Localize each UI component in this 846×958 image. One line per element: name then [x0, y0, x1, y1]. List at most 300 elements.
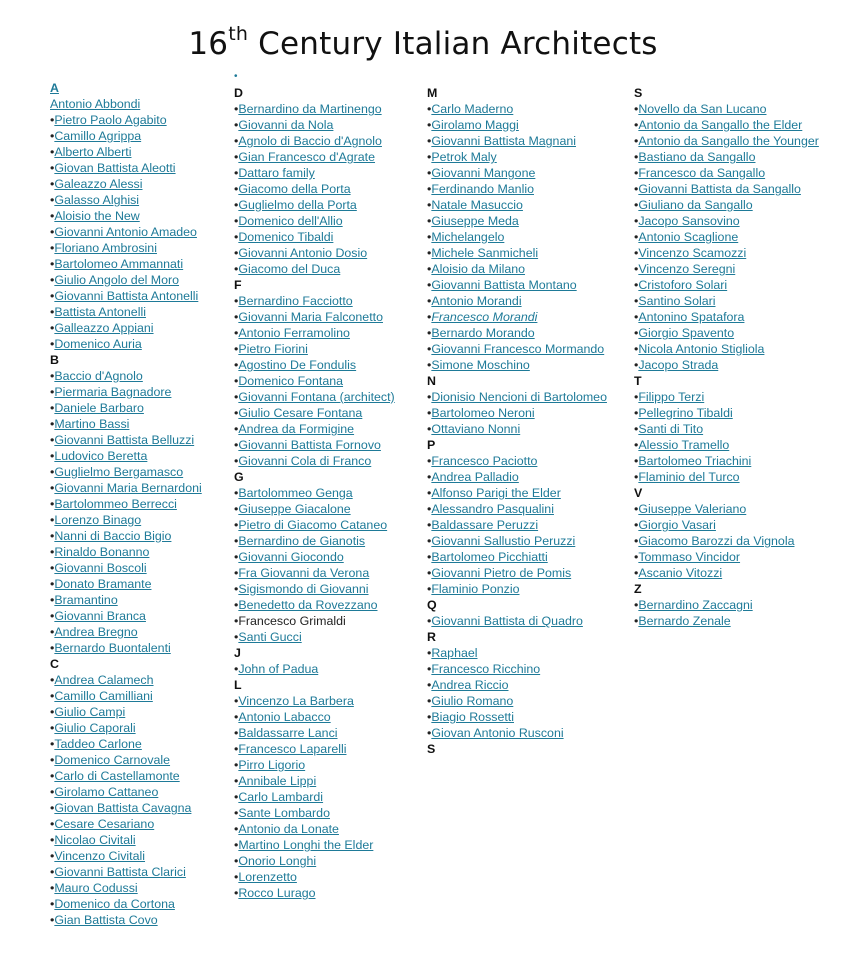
architect-link[interactable]: Taddeo Carlone	[54, 737, 142, 751]
architect-link[interactable]: Bernardino Facciotto	[238, 294, 353, 308]
list-item: •Santi di Tito	[634, 422, 704, 436]
list-item: •Jacopo Sansovino	[634, 214, 740, 228]
list-item: •Giulio Campi	[50, 705, 126, 719]
list-item: •Giovanni Mangone	[427, 166, 536, 180]
architect-link[interactable]: Guglielmo della Porta	[238, 198, 357, 212]
list-item: •Santino Solari	[634, 294, 716, 308]
list-item: •Daniele Barbaro	[50, 401, 144, 415]
list-item: •Bartolommeo Genga	[234, 486, 353, 500]
architect-link[interactable]: Aloisio the New	[54, 209, 140, 223]
architect-link[interactable]: Piermaria Bagnadore	[54, 385, 172, 399]
list-item: •Andrea Bregno	[50, 625, 138, 639]
list-item: •Martino Longhi the Elder	[234, 838, 374, 852]
list-item: •Giuseppe Meda	[427, 214, 519, 228]
list-item: •Giovan Battista Aleotti	[50, 161, 176, 175]
column-1	[50, 80, 202, 928]
list-item: •Giovanni Branca	[50, 609, 146, 623]
architect-link[interactable]: Pietro Fiorini	[238, 342, 308, 356]
architect-link[interactable]: Jacopo Strada	[638, 358, 719, 372]
architect-link[interactable]: Giovanni Pietro de Pomis	[431, 566, 572, 580]
architect-link[interactable]: Mauro Codussi	[54, 881, 138, 895]
list-item: •Giovanni Fontana (architect)	[234, 390, 395, 404]
architect-link[interactable]: Santi di Tito	[638, 422, 704, 436]
architect-link[interactable]: Bernardino Zaccagni	[638, 598, 753, 612]
list-item: •Nicola Antonio Stigliola	[634, 342, 765, 356]
list-item: •Michele Sanmicheli	[427, 246, 539, 260]
architect-link[interactable]: Bartolomeo Neroni	[431, 406, 535, 420]
architect-link[interactable]: Giuseppe Meda	[431, 214, 519, 228]
list-item: •Raphael	[427, 646, 478, 660]
architect-link[interactable]: Vincenzo Scamozzi	[638, 246, 747, 260]
list-item: •Simone Moschino	[427, 358, 530, 372]
architect-link[interactable]: Carlo Maderno	[431, 102, 514, 116]
architect-link[interactable]: Antonio Scaglione	[638, 230, 739, 244]
list-item: •Camillo Camilliani	[50, 689, 153, 703]
list-item: •Gian Francesco d'Agrate	[234, 150, 376, 164]
list-item: •Giovanni Sallustio Peruzzi	[427, 534, 576, 548]
list-item: •Nanni di Baccio Bigio	[50, 529, 172, 543]
list-item: •Giacomo del Duca	[234, 262, 341, 276]
list-item: •Ferdinando Manlio	[427, 182, 534, 196]
bullet-marker: •	[234, 71, 238, 82]
list-item: •Dionisio Nencioni di Bartolomeo	[427, 390, 607, 404]
architect-link[interactable]: Carlo di Castellamonte	[54, 769, 180, 783]
architect-link[interactable]: Michele Sanmicheli	[431, 246, 539, 260]
list-item: •Bernardo Buontalenti	[50, 641, 171, 655]
list-item: •Bernardino Zaccagni	[634, 598, 753, 612]
architect-link[interactable]: Vincenzo La Barbera	[238, 694, 354, 708]
list-item: •Giovanni Antonio Dosio	[234, 246, 368, 260]
list-item: •Lorenzetto	[234, 870, 297, 884]
architect-link[interactable]: Alessio Tramello	[638, 438, 730, 452]
list-item: •Gian Battista Covo	[50, 913, 158, 927]
architect-link[interactable]: Fra Giovanni da Verona	[238, 566, 370, 580]
list-item: •Battista Antonelli	[50, 305, 146, 319]
architect-link[interactable]: Pietro Paolo Agabito	[54, 113, 167, 127]
list-item: •Francesco Ricchino	[427, 662, 541, 676]
architect-link[interactable]: Giulio Cesare Fontana	[238, 406, 363, 420]
architect-link[interactable]: Bartolomeo Ammannati	[54, 257, 184, 271]
architect-link[interactable]: Francesco Morandi	[431, 310, 538, 324]
architect-link[interactable]: Daniele Barbaro	[54, 401, 144, 415]
architect-link[interactable]: Jacopo Sansovino	[638, 214, 740, 228]
architect-link[interactable]: Bernardo Buontalenti	[54, 641, 171, 655]
architect-link[interactable]: John of Padua	[238, 662, 319, 676]
architect-link[interactable]: Galasso Alghisi	[54, 193, 140, 207]
architect-link[interactable]: Giovan Antonio Rusconi	[431, 726, 564, 740]
architect-link[interactable]: Domenico dell'Allio	[238, 214, 343, 228]
section-letter-f: F	[234, 278, 242, 292]
list-item: •Agostino De Fondulis	[234, 358, 357, 372]
list-item: •Flaminio del Turco	[634, 470, 740, 484]
architect-link[interactable]: Giulio Romano	[431, 694, 514, 708]
list-item: •Giulio Angolo del Moro	[50, 273, 180, 287]
list-item: •Giulio Caporali	[50, 721, 136, 735]
section-letter-n: N	[427, 374, 436, 388]
architect-link[interactable]: Nicolao Civitali	[54, 833, 136, 847]
list-item: •Domenico dell'Allio	[234, 214, 343, 228]
list-item: •Giovanni Battista Fornovo	[234, 438, 381, 452]
section-letter-m: M	[427, 86, 438, 100]
architect-link[interactable]: Giovanni Maria Bernardoni	[54, 481, 202, 495]
architect-link[interactable]: Baldassarre Lanci	[238, 726, 338, 740]
architect-link[interactable]: Simone Moschino	[431, 358, 530, 372]
list-item: •Santi Gucci	[234, 630, 302, 644]
list-item: •Galleazzo Appiani	[50, 321, 154, 335]
list-item: •Domenico Fontana	[234, 374, 344, 388]
architect-link[interactable]: Bernardo Zenale	[638, 614, 731, 628]
architect-link[interactable]: Novello da San Lucano	[638, 102, 767, 116]
architect-link[interactable]: Bernardo Morando	[431, 326, 535, 340]
architect-link[interactable]: Giovanni Mangone	[431, 166, 536, 180]
list-item: •Alfonso Parigi the Elder	[427, 486, 561, 500]
architect-link[interactable]: Giuliano da Sangallo	[638, 198, 753, 212]
architect-link[interactable]: Pellegrino Tibaldi	[638, 406, 733, 420]
section-letter-t: T	[634, 374, 642, 388]
architect-link[interactable]: Antonio da Sangallo the Elder	[638, 118, 803, 132]
list-item: •Pellegrino Tibaldi	[634, 406, 733, 420]
architect-link[interactable]: Giuseppe Valeriano	[638, 502, 747, 516]
architect-link[interactable]: Rinaldo Bonanno	[54, 545, 150, 559]
list-item: •Flaminio Ponzio	[427, 582, 520, 596]
list-item: •Giulio Romano	[427, 694, 514, 708]
list-item: •Jacopo Strada	[634, 358, 719, 372]
architect-link[interactable]: Lorenzetto	[238, 870, 297, 884]
architect-link[interactable]: Michelangelo	[431, 230, 505, 244]
architect-link[interactable]: Galeazzo Alessi	[54, 177, 143, 191]
architect-link[interactable]: Domenico Tibaldi	[238, 230, 334, 244]
architect-link[interactable]: Giovanni da Nola	[238, 118, 334, 132]
list-item: •Rinaldo Bonanno	[50, 545, 150, 559]
list-item: •Antonio Scaglione	[634, 230, 739, 244]
architect-link[interactable]: Giovanni Battista da Sangallo	[638, 182, 801, 196]
architect-link[interactable]: Giulio Angolo del Moro	[54, 273, 180, 287]
list-item: •Donato Bramante	[50, 577, 152, 591]
architect-link[interactable]: Floriano Ambrosini	[54, 241, 157, 255]
architect-link[interactable]: Antonio Ferramolino	[238, 326, 350, 340]
architect-link[interactable]: Alberto Alberti	[54, 145, 132, 159]
architect-link[interactable]: Baldassare Peruzzi	[431, 518, 539, 532]
list-item: •Antonio Ferramolino	[234, 326, 350, 340]
list-item: •Giuliano da Sangallo	[634, 198, 753, 212]
architect-link[interactable]: Ottaviano Nonni	[431, 422, 521, 436]
architect-link[interactable]: Natale Masuccio	[431, 198, 523, 212]
architect-link[interactable]: Andrea Riccio	[431, 678, 509, 692]
list-item: •Giovanni da Nola	[234, 118, 334, 132]
architect-link[interactable]: Pirro Ligorio	[238, 758, 306, 772]
list-item: •Giovanni Maria Falconetto	[234, 310, 383, 324]
architect-link[interactable]: Domenico Carnovale	[54, 753, 171, 767]
list-item: •Taddeo Carlone	[50, 737, 142, 751]
architect-link[interactable]: Petrok Maly	[431, 150, 497, 164]
list-item: •Fra Giovanni da Verona	[234, 566, 370, 580]
list-item: •Galasso Alghisi	[50, 193, 140, 207]
list-item: •Giovanni Battista Antonelli	[50, 289, 199, 303]
architect-link[interactable]: Sigismondo di Giovanni	[238, 582, 369, 596]
list-item: •Agnolo di Baccio d'Agnolo	[234, 134, 382, 148]
architect-link[interactable]: Giorgio Spavento	[638, 326, 735, 340]
list-item: •Rocco Lurago	[234, 886, 316, 900]
architect-link[interactable]: Giovanni Fontana (architect)	[238, 390, 395, 404]
list-item: •Vincenzo Scamozzi	[634, 246, 747, 260]
architect-link[interactable]: Bartolommeo Berrecci	[54, 497, 177, 511]
section-letter-b: B	[50, 353, 59, 367]
architect-link[interactable]: Guglielmo Bergamasco	[54, 465, 184, 479]
architect-link[interactable]: Giovanni Maria Falconetto	[238, 310, 383, 324]
list-item: •Giovanni Francesco Mormando	[427, 342, 605, 356]
architect-link[interactable]: Giovanni Battista di Quadro	[431, 614, 583, 628]
list-item: •Pietro Fiorini	[234, 342, 308, 356]
architect-link[interactable]: Bastiano da Sangallo	[638, 150, 756, 164]
list-item: •Filippo Terzi	[634, 390, 705, 404]
architect-link[interactable]: Domenico da Cortona	[54, 897, 175, 911]
list-item: •Giovanni Battista di Quadro	[427, 614, 583, 628]
architect-link[interactable]: Giovanni Battista Clarici	[54, 865, 186, 879]
architect-link[interactable]: Francesco Ricchino	[431, 662, 541, 676]
list-item: •Giorgio Vasari	[634, 518, 716, 532]
list-item: •Antonio da Sangallo the Younger	[634, 134, 819, 148]
list-item: •Galeazzo Alessi	[50, 177, 143, 191]
architect-link[interactable]: Baccio d'Agnolo	[54, 369, 143, 383]
section-letter-g: G	[234, 470, 244, 484]
list-item: •Nicolao Civitali	[50, 833, 136, 847]
list-item: •Sante Lombardo	[234, 806, 330, 820]
list-item: •Giovanni Pietro de Pomis	[427, 566, 572, 580]
architect-link[interactable]: Cesare Cesariano	[54, 817, 155, 831]
architect-link[interactable]: Domenico Fontana	[238, 374, 344, 388]
list-item: •Antonio Morandi	[427, 294, 522, 308]
architect-link[interactable]: Antonino Spatafora	[638, 310, 745, 324]
architect-link[interactable]: Antonio Morandi	[431, 294, 522, 308]
list-item: •Guglielmo della Porta	[234, 198, 357, 212]
list-item: •Domenico Auria	[50, 337, 142, 351]
architect-link[interactable]: Francesco Laparelli	[238, 742, 347, 756]
architect-link[interactable]: Raphael	[431, 646, 478, 660]
architect-link[interactable]: Agostino De Fondulis	[238, 358, 357, 372]
architect-link[interactable]: Alfonso Parigi the Elder	[431, 486, 561, 500]
architect-link[interactable]: Pietro di Giacomo Cataneo	[238, 518, 388, 532]
architect-link[interactable]: Gian Battista Covo	[54, 913, 158, 927]
architect-link[interactable]: Ferdinando Manlio	[431, 182, 534, 196]
architect-link[interactable]: Flaminio Ponzio	[431, 582, 520, 596]
architect-link[interactable]: Andrea Calamech	[54, 673, 154, 687]
architect-link[interactable]: Donato Bramante	[54, 577, 152, 591]
architect-link[interactable]: Girolamo Maggi	[431, 118, 519, 132]
architect-link[interactable]: Santino Solari	[638, 294, 716, 308]
architect-link[interactable]: Rocco Lurago	[238, 886, 316, 900]
architect-link[interactable]: Tommaso Vincidor	[638, 550, 741, 564]
architect-link[interactable]: Giuseppe Giacalone	[238, 502, 351, 516]
architect-link[interactable]: Nanni di Baccio Bigio	[54, 529, 172, 543]
list-item: •Novello da San Lucano	[634, 102, 767, 116]
architect-link[interactable]: Martino Longhi the Elder	[238, 838, 374, 852]
list-item: •Pirro Ligorio	[234, 758, 306, 772]
architect-link[interactable]: Giulio Caporali	[54, 721, 136, 735]
list-item: •Carlo Lambardi	[234, 790, 324, 804]
list-item: •Baldassare Peruzzi	[427, 518, 539, 532]
architect-link[interactable]: Antonio Labacco	[238, 710, 331, 724]
list-item: •Andrea Palladio	[427, 470, 519, 484]
list-item: •Pietro Paolo Agabito	[50, 113, 167, 127]
list-item: •Annibale Lippi	[234, 774, 317, 788]
architect-link[interactable]: Giovanni Giocondo	[238, 550, 344, 564]
list-item: •Mauro Codussi	[50, 881, 138, 895]
list-item: •Giovanni Battista Montano	[427, 278, 577, 292]
list-item: •Aloisio the New	[50, 209, 140, 223]
list-item: •Alessio Tramello	[634, 438, 730, 452]
list-item: •Bastiano da Sangallo	[634, 150, 756, 164]
list-item: •Giovanni Boscoli	[50, 561, 147, 575]
section-letter-link[interactable]: A	[50, 81, 59, 95]
architect-link[interactable]: Filippo Terzi	[638, 390, 705, 404]
architect-link[interactable]: Giovanni Sallustio Peruzzi	[431, 534, 576, 548]
list-item: •Carlo Maderno	[427, 102, 514, 116]
list-item: •Bernardo Morando	[427, 326, 535, 340]
architect-link[interactable]: Giovanni Antonio Dosio	[238, 246, 368, 260]
list-item: •Giovanni Antonio Amadeo	[50, 225, 197, 239]
list-item: •Giuseppe Valeriano	[634, 502, 747, 516]
list-item: •Bartolomeo Neroni	[427, 406, 535, 420]
architect-link[interactable]: Flaminio del Turco	[638, 470, 740, 484]
architect-link[interactable]: Bartolomeo Triachini	[638, 454, 752, 468]
architect-link[interactable]: Giovanni Cola di Franco	[238, 454, 372, 468]
architect-link[interactable]: Giovanni Battista Fornovo	[238, 438, 381, 452]
list-item: •Bartolomeo Picchiatti	[427, 550, 548, 564]
list-item: •Aloisio da Milano	[427, 262, 526, 276]
architect-link[interactable]: Giacomo della Porta	[238, 182, 351, 196]
list-item: •Bartolomeo Triachini	[634, 454, 752, 468]
architect-link[interactable]: Carlo Lambardi	[238, 790, 324, 804]
architect-link[interactable]: Girolamo Cattaneo	[54, 785, 159, 799]
architect-link[interactable]: Giorgio Vasari	[638, 518, 716, 532]
architect-link[interactable]: Bernardino de Gianotis	[238, 534, 366, 548]
list-item: •Petrok Maly	[427, 150, 497, 164]
architect-link[interactable]: Antonio da Sangallo the Younger	[638, 134, 819, 148]
architect-link[interactable]: Domenico Auria	[54, 337, 142, 351]
architect-link[interactable]: Giovanni Antonio Amadeo	[54, 225, 197, 239]
architect-link[interactable]: Giulio Campi	[54, 705, 126, 719]
list-item: •Giovanni Battista Clarici	[50, 865, 186, 879]
architect-link[interactable]: Giovanni Boscoli	[54, 561, 147, 575]
architect-link[interactable]: Antonio da Lonate	[238, 822, 339, 836]
architect-link[interactable]: Ascanio Vitozzi	[638, 566, 723, 580]
architect-link[interactable]: Camillo Agrippa	[54, 129, 142, 143]
list-item: •Antonio Labacco	[234, 710, 331, 724]
list-item: •Vincenzo Civitali	[50, 849, 146, 863]
architect-link[interactable]: Lorenzo Binago	[54, 513, 142, 527]
architect-link[interactable]: Giovanni Battista Belluzzi	[54, 433, 195, 447]
architect-link[interactable]: Biagio Rossetti	[431, 710, 514, 724]
list-item: •Biagio Rossetti	[427, 710, 514, 724]
list-item: •Vincenzo La Barbera	[234, 694, 354, 708]
architect-link[interactable]: Onorio Longhi	[238, 854, 317, 868]
architect-link[interactable]: Andrea Bregno	[54, 625, 138, 639]
architect-link[interactable]: Nicola Antonio Stigliola	[638, 342, 765, 356]
architect-link[interactable]: Aloisio da Milano	[431, 262, 526, 276]
list-item: •Andrea Riccio	[427, 678, 509, 692]
architect-link[interactable]: Galleazzo Appiani	[54, 321, 154, 335]
architect-link[interactable]: Bramantino	[54, 593, 118, 607]
architect-link[interactable]: Sante Lombardo	[238, 806, 330, 820]
architect-link[interactable]: Andrea Palladio	[431, 470, 519, 484]
architect-link[interactable]: Giovanni Battista Magnani	[431, 134, 576, 148]
architect-link[interactable]: Camillo Camilliani	[54, 689, 153, 703]
list-item: •Andrea Calamech	[50, 673, 154, 687]
list-item: •Baldassarre Lanci	[234, 726, 338, 740]
list-item: •Giovanni Giocondo	[234, 550, 344, 564]
architect-link[interactable]: Benedetto da Rovezzano	[238, 598, 378, 612]
architect-link[interactable]: Giovan Battista Cavagna	[54, 801, 192, 815]
architect-link[interactable]: Vincenzo Seregni	[638, 262, 736, 276]
architect-link[interactable]: Francesco Paciotto	[431, 454, 538, 468]
architect-link[interactable]: Giovan Battista Aleotti	[54, 161, 176, 175]
architect-link[interactable]: Francesco da Sangallo	[638, 166, 766, 180]
architect-link[interactable]: Agnolo di Baccio d'Agnolo	[238, 134, 382, 148]
architect-link[interactable]: Bartolomeo Picchiatti	[431, 550, 548, 564]
architect-link[interactable]: Giovanni Branca	[54, 609, 146, 623]
list-item: •Domenico Tibaldi	[234, 230, 334, 244]
list-item: •Michelangelo	[427, 230, 505, 244]
column-2	[234, 69, 395, 901]
architect-link[interactable]: Santi Gucci	[238, 630, 302, 644]
architect-link[interactable]: Alessandro Pasqualini	[431, 502, 554, 516]
list-item: •Camillo Agrippa	[50, 129, 142, 143]
architect-link[interactable]: Giacomo del Duca	[238, 262, 341, 276]
list-item: •Andrea da Formigine	[234, 422, 355, 436]
architect-link[interactable]: Battista Antonelli	[54, 305, 146, 319]
list-item: •Bramantino	[50, 593, 118, 607]
architect-link[interactable]: Vincenzo Civitali	[54, 849, 146, 863]
list-item: •Ascanio Vitozzi	[634, 566, 723, 580]
architect-link[interactable]: Andrea da Formigine	[238, 422, 355, 436]
section-letter-l: L	[234, 678, 242, 692]
list-item: •Bernardino Facciotto	[234, 294, 353, 308]
list-item: •Francesco Grimaldi	[234, 614, 346, 628]
section-letter-z: Z	[634, 582, 642, 596]
section-letter-s: S	[427, 742, 436, 756]
list-item: •John of Padua	[234, 662, 319, 676]
architect-link[interactable]: Bernardino da Martinengo	[238, 102, 382, 116]
list-item: •Tommaso Vincidor	[634, 550, 741, 564]
section-letter-s: S	[634, 86, 643, 100]
list-item: •Antonio da Lonate	[234, 822, 339, 836]
architect-link[interactable]: Antonio Abbondi	[50, 97, 141, 111]
architect-link[interactable]: Cristoforo Solari	[638, 278, 728, 292]
list-item: •Francesco da Sangallo	[634, 166, 766, 180]
architect-link[interactable]: Giovanni Francesco Mormando	[431, 342, 605, 356]
list-item: •Guglielmo Bergamasco	[50, 465, 184, 479]
list-item: •Giovanni Battista da Sangallo	[634, 182, 801, 196]
section-letter-a	[50, 80, 202, 96]
list-item: •Giuseppe Giacalone	[234, 502, 351, 516]
list-item: •Girolamo Cattaneo	[50, 785, 159, 799]
architect-link[interactable]: Martino Bassi	[54, 417, 130, 431]
architect-link[interactable]: Giovanni Battista Antonelli	[54, 289, 199, 303]
architect-link[interactable]: Annibale Lippi	[238, 774, 317, 788]
list-item: •Dattaro family	[234, 166, 315, 180]
list-item: •Antonio da Sangallo the Elder	[634, 118, 803, 132]
architect-link[interactable]: Dionisio Nencioni di Bartolomeo	[431, 390, 607, 404]
architect-link[interactable]: Ludovico Beretta	[54, 449, 148, 463]
architect-link[interactable]: Bartolommeo Genga	[238, 486, 353, 500]
architect-link[interactable]: Giovanni Battista Montano	[431, 278, 577, 292]
list-item: •Sigismondo di Giovanni	[234, 582, 369, 596]
architect-link[interactable]: Gian Francesco d'Agrate	[238, 150, 376, 164]
architect-link[interactable]: Dattaro family	[238, 166, 315, 180]
list-item: •Domenico da Cortona	[50, 897, 175, 911]
architect-link[interactable]: Giacomo Barozzi da Vignola	[638, 534, 795, 548]
list-item: •Giulio Cesare Fontana	[234, 406, 363, 420]
